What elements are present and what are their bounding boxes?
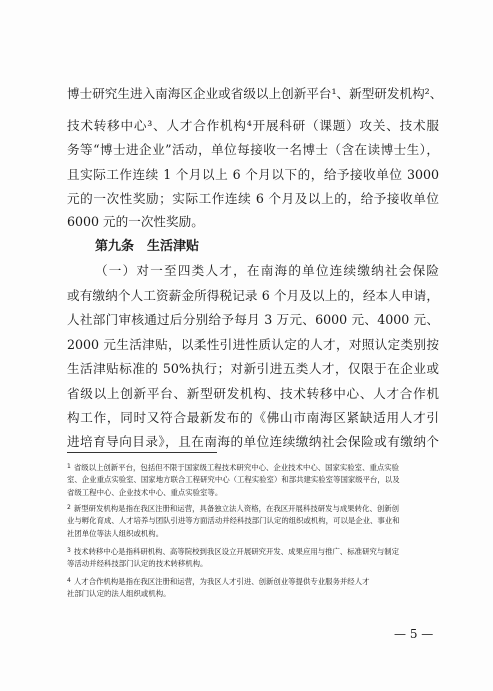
text-line: 技术转移中心³、人才合作机构⁴开展科研（课题）攻关、技术服 [67,118,439,133]
footnote-line: 室、企业重点实验室、国家地方联合工程研究中心（工程实验室）和部共建实验室等国家级平台，以及 [67,475,400,484]
page-number: — 5 — [394,627,434,641]
text-line: 2000 元生活津贴，以柔性引进性质认定的人才，对照认定类别按 [67,337,439,352]
text-line: 构工作，同时又符合最新发布的《佛山市南海区紧缺适用人才引 [67,410,439,425]
text-line: 且实际工作连续 1 个月以上 6 个月以下的，给予接收单位 3000 [67,167,439,182]
footnote-line: 等活动并经科技部门认定的技术转移机构。 [67,559,208,568]
text-line: 元的一次性奖励；实际工作连续 6 个月及以上的，给予接收单位 [67,191,439,206]
footnote-line: 业与孵化育成、人才培养与团队引进等方面活动并经科技部门认定的组织或机构，可以是企业、事业和 [67,516,400,525]
text-line: 6000 元的一次性奖励。 [67,214,204,229]
footnote-line: $^2$ 新型研发机构是指在我区注册和运营，具备独立法人资格，在我区开展科技研发与成果转化、创新创 [67,504,400,513]
text-line: 进培育导向目录》，且在南海的单位连续缴纳社会保险或有缴纳个 [67,434,439,449]
text-line: （一）对一至四类人才，在南海的单位连续缴纳社会保险 [95,263,439,278]
footnote-line: $^4$ 人才合作机构是指在我区注册和运营，为我区人才引进、创新创业等提供专业服务并经人才 [67,577,370,586]
footnote-divider [67,452,217,453]
footnote-line: 社团单位等法人组织或机构。 [67,529,164,538]
footnote-line: 社部门认定的法人组织或机构。 [67,589,171,598]
footnote-line: 省级工程中心、企业技术中心、重点实验室等。 [67,488,223,497]
text-line: 人社部门审核通过后分别给予每月 3 万元、6000 元、4000 元、 [67,312,439,327]
text-line: 博士研究生进入南海区企业或省级以上创新平台¹、新型研发机构²、 [67,86,443,101]
article-heading: 第九条 生活津贴 [95,239,200,254]
footnote-line: $^1$ 省级以上创新平台，包括但不限于国家级工程技术研究中心、企业技术中心、国家实验室、重点实验 [67,463,400,472]
footnote-line: $^3$ 技术转移中心是指科研机构、高等院校到我区设立开展研究开发、成果应用与推广、标准研究与制定 [67,547,400,556]
text-line: 务等“博士进企业”活动，单位每接收一名博士（含在读博士生）， [67,142,439,157]
text-line: 省级以上创新平台、新型研发机构、技术转移中心、人才合作机 [67,386,439,401]
text-line: 或有缴纳个人工资薪金所得税记录 6 个月及以上的，经本人申请， [67,288,439,303]
text-line: 生活津贴标准的 50%执行；对新引进五类人才，仅限于在企业或 [67,361,439,376]
